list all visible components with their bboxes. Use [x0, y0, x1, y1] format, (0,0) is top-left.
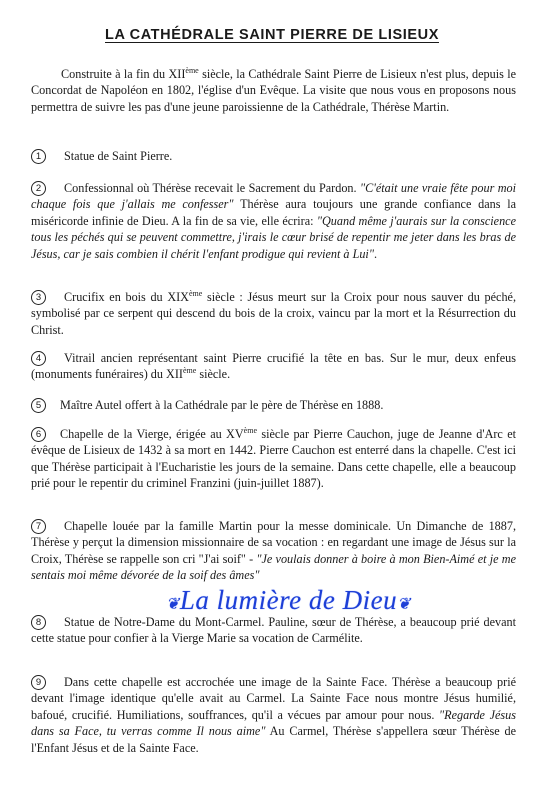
item-5-text: Maître Autel offert à la Cathédrale par le père de Thérèse en 1888.	[60, 398, 384, 412]
item-7-text-1: Chapelle louée par la famille Martin pour la messe dominicale. Un Dimanche de 1887, Thérèse y perçut la dimension missionnaire de sa vocation : en regardant une image de Jésus sur la Croix, Thérèse se rappelle son cri "J'ai soif" -	[31, 519, 516, 566]
item-2-text-3: .	[373, 246, 377, 261]
item-4-text-1: Vitrail ancien représentant saint Pierre crucifié la tête en bas. Sur le mur, deux enfeus (monuments funéraires) du XII	[31, 351, 516, 382]
item-3-sup: ème	[189, 288, 203, 298]
item-number-5: 5	[31, 398, 46, 413]
item-number-7: 7	[31, 519, 46, 534]
item-6-text-1: Chapelle de la Vierge, érigée au XV	[60, 427, 244, 441]
item-number-6: 6	[31, 427, 46, 442]
item-number-9: 9	[31, 675, 46, 690]
item-2-quote-2: "Quand même j'aurais sur la conscience tous les péchés qui se peuvent commettre, j'irais le cœur brisé de repentir me jeter dans les bras de Jésus, car je sais combien il chérit l'enfant prodigue qui revient à Lui"	[31, 213, 516, 261]
item-2-text-2: Thérèse aura toujours une grande confiance dans la miséricorde infinie de Dieu. A la fin de sa vie, elle écrira:	[31, 197, 516, 228]
item-4-text-2: siècle.	[196, 367, 231, 382]
item-1	[31, 148, 516, 164]
item-6-sup: ème	[243, 425, 257, 435]
intro-sup: ème	[185, 65, 199, 75]
item-6	[31, 426, 516, 492]
item-number-2: 2	[31, 181, 46, 196]
item-8	[31, 614, 516, 647]
item-7	[31, 518, 516, 584]
intro-text-2: siècle, la Cathédrale Saint Pierre de Lisieux n'est plus, depuis le Concordat de Napoléon en 1802, l'église d'un Evêque. La visite que nous vous en proposons nous permettra de suivre les pas d'une jeune paroissienne de la Cathédrale, Thérèse Martin.	[31, 67, 517, 114]
item-7-quote-1: "Je voulais donner à boire à mon Bien-Aimé et je me sentais moi même dévorée de la soif des âmes"	[31, 551, 516, 583]
item-2	[31, 180, 516, 262]
item-number-1: 1	[31, 149, 46, 164]
item-3-text-2: siècle : Jésus meurt sur la Croix pour nous sauver du péché, symbolisé par ce serpent qui descend du bois de la croix, vaincu par la mort et la Résurrection du Christ.	[31, 290, 516, 337]
item-4-sup: ème	[182, 366, 197, 376]
item-number-3: 3	[31, 290, 46, 305]
item-3-text-1: Crucifix en bois du XIX	[64, 290, 189, 304]
watermark-text: La lumière de Dieu	[179, 585, 398, 615]
watermark-signature	[166, 585, 411, 616]
item-number-8: 8	[31, 615, 46, 630]
item-9-text-1: Dans cette chapelle est accrochée une image de la Sainte Face. Thérèse a beaucoup prié devant l'image identique qu'elle avait au Carmel. La Sainte Face nous montre Jésus humilié, bafoué, crucifié. Humiliations, souffrances, qu'il a vécues par amour pour nous.	[31, 675, 516, 722]
item-9	[31, 674, 516, 756]
item-3	[31, 289, 516, 338]
item-6-text-2: siècle par Pierre Cauchon, juge de Jeanne d'Arc et évêque de Lisieux de 1432 à sa mort en 1442. Pierre Cauchon est enterré dans la chapelle. C'est ici que Thérèse participait à l'Eucharistie les jours de la semaine. Dans cette chapelle, elle a beaucoup prié pour le repentir du criminel Franzini (juin-juillet 1887).	[31, 427, 516, 491]
intro-text-1: Construite à la fin du XII	[61, 67, 186, 81]
item-5	[31, 397, 516, 413]
intro-paragraph	[31, 66, 516, 115]
page-title: LA CATHÉDRALE SAINT PIERRE DE LISIEUX	[105, 27, 439, 43]
item-number-4: 4	[31, 351, 46, 366]
item-8-text: Statue de Notre-Dame du Mont-Carmel. Pauline, sœur de Thérèse, a beaucoup prié devant cette statue pour confier à la Vierge Marie sa vocation de Carmélite.	[31, 615, 516, 646]
item-2-text-1: Confessionnal où Thérèse recevait le Sacrement du Pardon.	[64, 181, 360, 195]
swirl-ornament-icon: ❦	[166, 596, 180, 613]
item-1-text: Statue de Saint Pierre.	[64, 149, 173, 163]
swirl-ornament-icon-right: ❦	[397, 596, 412, 613]
item-9-text-2: Au Carmel, Thérèse s'appellera sœur Thérèse de l'Enfant Jésus et de la Sainte Face.	[31, 724, 516, 755]
item-2-quote-1: "C'était une vraie fête pour moi chaque fois que j'allais me confesser"	[31, 181, 516, 212]
item-4	[31, 350, 516, 383]
item-9-quote-1: "Regarde Jésus dans sa Face, tu verras comme Il nous aime"	[31, 707, 517, 739]
